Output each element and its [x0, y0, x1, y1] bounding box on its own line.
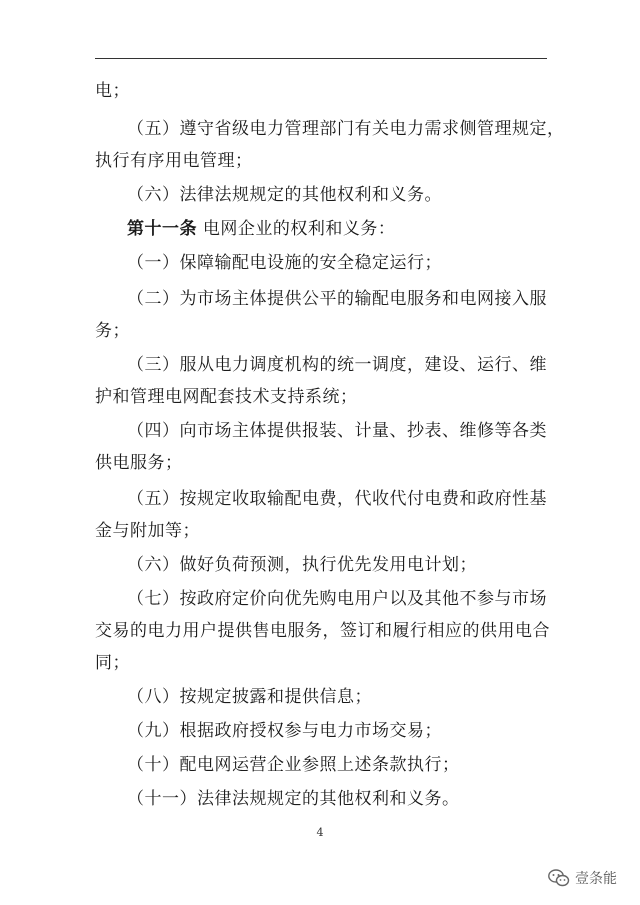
text-line: （十）配电网运营企业参照上述条款执行；	[127, 755, 460, 775]
page-number: 4	[316, 826, 324, 839]
text-line: 供电服务；	[95, 453, 183, 473]
text-line: （八）按规定披露和提供信息；	[127, 687, 372, 707]
text-line: （一）保障输配电设施的安全稳定运行；	[127, 253, 442, 273]
text-line: （六）法律法规规定的其他权利和义务。	[127, 185, 442, 205]
header-rule	[95, 58, 547, 59]
text-line: （三）服从电力调度机构的统一调度，建设、运行、维	[127, 355, 547, 375]
text-line: 护和管理电网配套技术支持系统；	[95, 387, 358, 407]
text-line: 电；	[95, 81, 130, 101]
text-line: 务；	[95, 321, 130, 341]
text-line: 交易的电力用户提供售电服务，签订和履行相应的供用电合	[95, 621, 550, 641]
text-line: （二）为市场主体提供公平的输配电服务和电网接入服	[127, 289, 547, 309]
text-line: （五）遵守省级电力管理部门有关电力需求侧管理规定，	[127, 119, 565, 139]
watermark	[548, 868, 617, 888]
article-heading	[127, 218, 395, 240]
text-line: 金与附加等；	[95, 521, 200, 541]
article-number: 第十一条	[127, 219, 197, 239]
text-line: （五）按规定收取输配电费，代收代付电费和政府性基	[127, 489, 547, 509]
text-line: 同；	[95, 653, 130, 673]
text-line: （四）向市场主体提供报装、计量、抄表、维修等各类	[127, 421, 547, 441]
watermark-text: 壹条能	[575, 871, 617, 887]
text-line: 执行有序用电管理；	[95, 151, 253, 171]
wechat-icon	[548, 869, 570, 887]
text-line: （六）做好负荷预测，执行优先发用电计划；	[127, 555, 477, 575]
text-line: （十一）法律法规规定的其他权利和义务。	[127, 789, 460, 809]
text-line: （九）根据政府授权参与电力市场交易；	[127, 721, 442, 741]
article-title: 电网企业的权利和义务：	[202, 219, 396, 239]
text-line: （七）按政府定价向优先购电用户以及其他不参与市场	[127, 589, 547, 609]
